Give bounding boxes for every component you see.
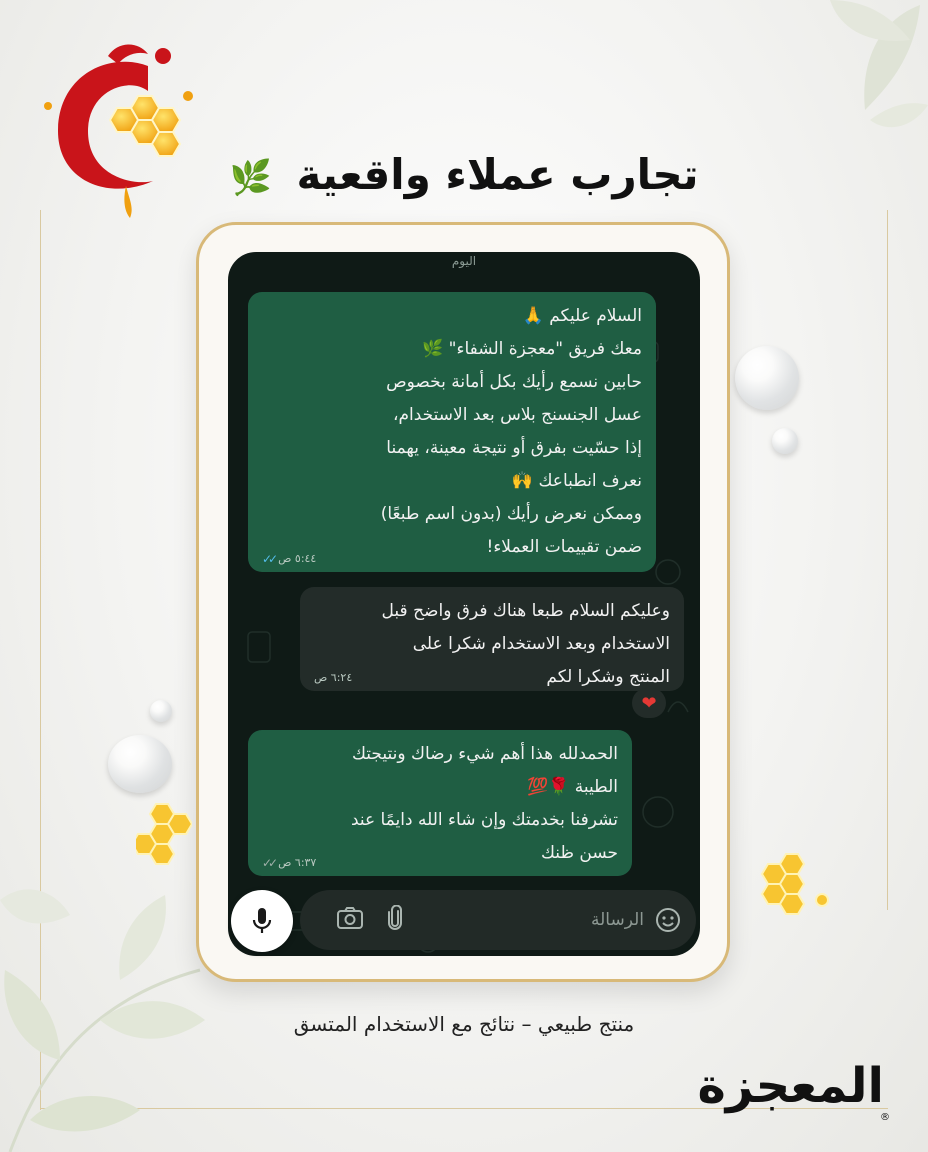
message-line: إذا حسّيت بفرق أو نتيجة معينة، يهمنا: [386, 438, 642, 458]
message-line: السلام عليكم 🙏: [522, 306, 642, 326]
message-time: ٦:٢٤ ص: [314, 671, 353, 684]
message-line: وممكن نعرض رأيك (بدون اسم طبعًا): [380, 504, 642, 524]
brand-wordmark: المعجزة: [697, 1058, 884, 1114]
water-drop-decoration: [735, 346, 799, 410]
message-meta: [314, 671, 352, 685]
message-line: حسن ظنك: [540, 843, 618, 863]
frame-line-right: [887, 210, 888, 910]
message-meta: [262, 856, 316, 870]
message-bubble-outgoing-1[interactable]: [248, 292, 656, 572]
paperclip-icon[interactable]: [386, 905, 404, 936]
water-drop-decoration: [150, 700, 172, 722]
page-title: [0, 150, 928, 199]
message-line: ضمن تقييمات العملاء!: [486, 537, 642, 557]
herb-leaf-icon: 🌿: [229, 158, 272, 198]
microphone-icon: [251, 906, 273, 936]
tagline: منتج طبيعي – نتائج مع الاستخدام المتسق: [293, 1012, 635, 1036]
message-line: حابين نسمع رأيك بكل أمانة بخصوص: [386, 372, 642, 392]
message-line: نعرف انطباعك 🙌: [511, 471, 642, 491]
message-input[interactable]: الرسالة: [590, 910, 644, 930]
microphone-button[interactable]: [231, 890, 293, 952]
message-line: المنتج وشكرا لكم: [546, 667, 670, 687]
water-drop-decoration: [108, 735, 172, 793]
leaf-decoration-bottom-left: [0, 820, 210, 1152]
sticker-icon[interactable]: [654, 906, 682, 934]
honeycomb-icon: [136, 802, 192, 866]
message-meta: [262, 552, 316, 566]
message-time: ٦:٣٧ ص: [278, 856, 317, 869]
message-line: عسل الجنسنج بلاس بعد الاستخدام،: [393, 405, 642, 425]
water-drop-decoration: [772, 428, 798, 454]
leaf-decoration-top-right: [770, 0, 928, 150]
honeycomb-icon: [758, 852, 830, 918]
message-line: الاستخدام وبعد الاستخدام شكرا على: [412, 634, 670, 654]
message-bubble-outgoing-2[interactable]: [248, 730, 632, 876]
message-line: الطيبة 🌹💯: [527, 777, 618, 797]
message-time: ٥:٤٤ ص: [278, 552, 317, 565]
title-text: تجارب عملاء واقعية: [296, 150, 699, 199]
message-line: تشرفنا بخدمتك وإن شاء الله دايمًا عند: [350, 810, 618, 830]
heart-reaction-icon[interactable]: ❤: [632, 688, 666, 718]
message-line: وعليكم السلام طبعا هناك فرق واضح قبل: [381, 601, 670, 621]
message-bubble-incoming-1[interactable]: [300, 587, 684, 691]
message-line: معك فريق "معجزة الشفاء" 🌿: [422, 339, 642, 359]
delivered-ticks-icon: ✓✓: [262, 856, 275, 870]
registered-mark: ®: [880, 1112, 890, 1123]
date-chip: اليوم: [451, 254, 477, 268]
message-input-bar[interactable]: [300, 890, 696, 950]
message-line: الحمدلله هذا أهم شيء رضاك ونتيجتك: [351, 744, 618, 764]
camera-icon[interactable]: [336, 906, 364, 935]
read-ticks-icon: ✓✓: [262, 552, 275, 566]
